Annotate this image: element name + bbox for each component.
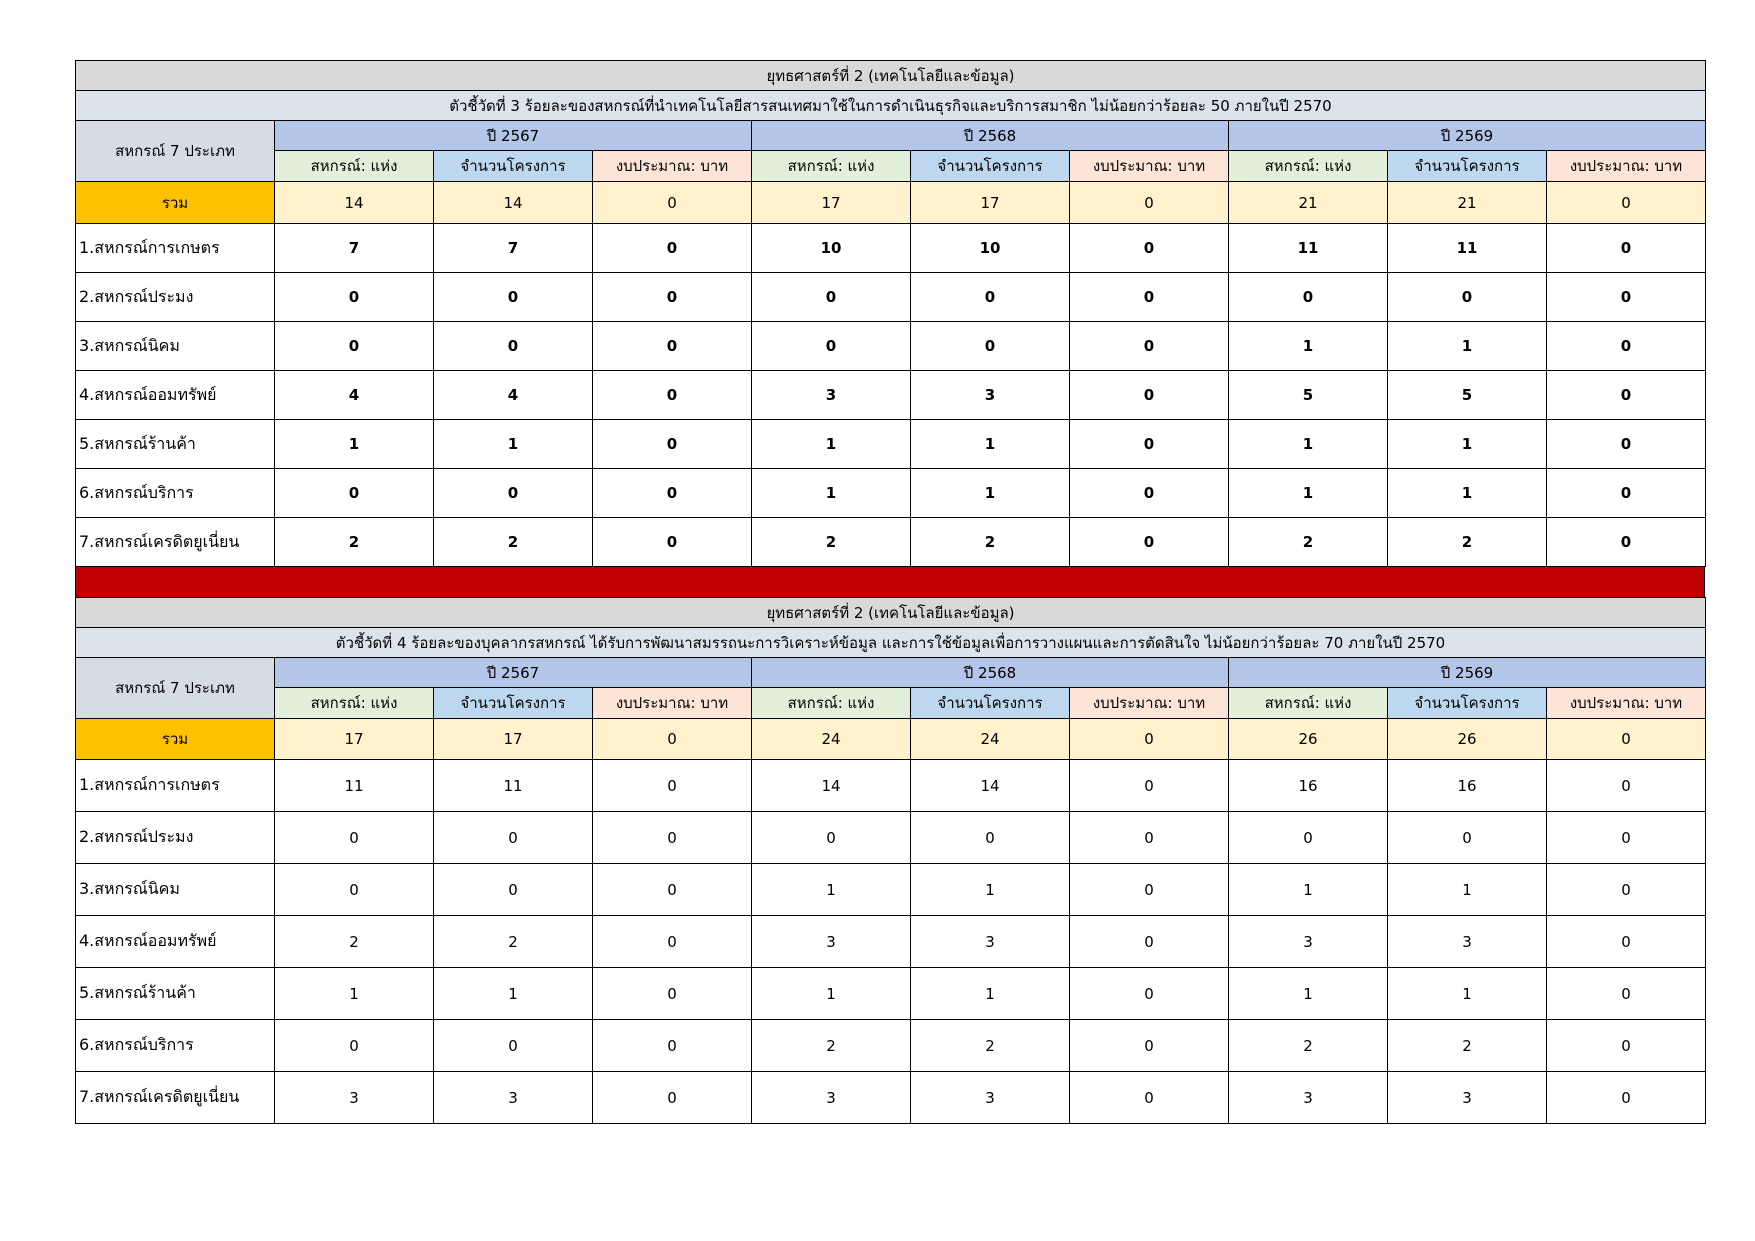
- data-cell: 0: [1547, 371, 1706, 420]
- data-cell: 3: [911, 371, 1070, 420]
- total-cell: 0: [1547, 182, 1706, 224]
- total-label: รวม: [76, 182, 275, 224]
- total-cell: 26: [1388, 719, 1547, 760]
- table-row: [76, 224, 1706, 273]
- data-cell: 1: [752, 864, 911, 916]
- data-cell: 0: [593, 469, 752, 518]
- data-cell: 0: [752, 812, 911, 864]
- data-cell: 2: [434, 518, 593, 567]
- data-cell: 0: [752, 322, 911, 371]
- data-cell: 0: [593, 518, 752, 567]
- coop-type-label: 7.สหกรณ์เครดิตยูเนี่ยน: [76, 1072, 275, 1124]
- data-cell: 0: [1229, 812, 1388, 864]
- data-cell: 1: [1229, 968, 1388, 1020]
- data-cell: 4: [275, 371, 434, 420]
- data-cell: 2: [752, 518, 911, 567]
- data-cell: 0: [434, 812, 593, 864]
- data-cell: 1: [1229, 322, 1388, 371]
- data-cell: 14: [752, 760, 911, 812]
- data-cell: 3: [1229, 916, 1388, 968]
- year-header: ปี 2569: [1229, 658, 1706, 688]
- total-cell: 14: [275, 182, 434, 224]
- data-cell: 3: [752, 1072, 911, 1124]
- data-cell: 11: [1229, 224, 1388, 273]
- total-cell: 24: [911, 719, 1070, 760]
- coop-count-header: สหกรณ์: แห่ง: [275, 688, 434, 719]
- data-cell: 0: [275, 812, 434, 864]
- coop-type-label: 3.สหกรณ์นิคม: [76, 322, 275, 371]
- data-cell: 1: [752, 968, 911, 1020]
- data-cell: 0: [1229, 273, 1388, 322]
- data-cell: 14: [911, 760, 1070, 812]
- data-cell: 0: [275, 273, 434, 322]
- data-cell: 2: [911, 518, 1070, 567]
- data-cell: 0: [1070, 812, 1229, 864]
- strategy-title: ยุทธศาสตร์ที่ 2 (เทคโนโลยีและข้อมูล): [76, 61, 1706, 91]
- data-cell: 1: [752, 469, 911, 518]
- total-cell: 21: [1229, 182, 1388, 224]
- data-cell: 1: [1388, 420, 1547, 469]
- data-cell: 0: [1547, 812, 1706, 864]
- data-cell: 1: [911, 469, 1070, 518]
- data-cell: 3: [911, 1072, 1070, 1124]
- table-row: [76, 273, 1706, 322]
- data-cell: 4: [434, 371, 593, 420]
- data-cell: 2: [911, 1020, 1070, 1072]
- data-cell: 11: [434, 760, 593, 812]
- data-cell: 1: [1388, 322, 1547, 371]
- coop-count-header: สหกรณ์: แห่ง: [752, 151, 911, 182]
- data-cell: 0: [593, 371, 752, 420]
- data-cell: 0: [1070, 273, 1229, 322]
- table-row: [76, 371, 1706, 420]
- data-cell: 3: [752, 916, 911, 968]
- year-header: ปี 2567: [275, 658, 752, 688]
- data-cell: 0: [275, 864, 434, 916]
- data-cell: 1: [911, 968, 1070, 1020]
- budget-header: งบประมาณ: บาท: [1070, 688, 1229, 719]
- data-cell: 0: [593, 420, 752, 469]
- data-cell: 11: [1388, 224, 1547, 273]
- data-cell: 0: [275, 469, 434, 518]
- coop-type-label: 2.สหกรณ์ประมง: [76, 812, 275, 864]
- data-cell: 3: [911, 916, 1070, 968]
- data-cell: 0: [1547, 224, 1706, 273]
- data-cell: 0: [1070, 518, 1229, 567]
- data-cell: 2: [1229, 518, 1388, 567]
- total-cell: 0: [1070, 182, 1229, 224]
- data-cell: 2: [1388, 1020, 1547, 1072]
- table-row: [76, 518, 1706, 567]
- total-cell: 24: [752, 719, 911, 760]
- data-cell: 1: [1229, 420, 1388, 469]
- budget-header: งบประมาณ: บาท: [593, 688, 752, 719]
- project-count-header: จำนวนโครงการ: [434, 688, 593, 719]
- data-cell: 10: [752, 224, 911, 273]
- data-cell: 1: [752, 420, 911, 469]
- project-count-header: จำนวนโครงการ: [911, 688, 1070, 719]
- coop-count-header: สหกรณ์: แห่ง: [275, 151, 434, 182]
- data-cell: 0: [1070, 1072, 1229, 1124]
- category-header: สหกรณ์ 7 ประเภท: [76, 658, 275, 719]
- budget-header: งบประมาณ: บาท: [593, 151, 752, 182]
- data-cell: 0: [434, 864, 593, 916]
- year-header: ปี 2567: [275, 121, 752, 151]
- project-count-header: จำนวนโครงการ: [911, 151, 1070, 182]
- data-cell: 1: [911, 420, 1070, 469]
- total-cell: 17: [434, 719, 593, 760]
- data-cell: 0: [593, 322, 752, 371]
- data-cell: 0: [1547, 273, 1706, 322]
- data-cell: 0: [593, 916, 752, 968]
- data-cell: 0: [275, 322, 434, 371]
- data-cell: 0: [1547, 968, 1706, 1020]
- coop-type-label: 5.สหกรณ์ร้านค้า: [76, 968, 275, 1020]
- coop-type-label: 1.สหกรณ์การเกษตร: [76, 760, 275, 812]
- data-cell: 0: [1547, 760, 1706, 812]
- table-row: [76, 916, 1706, 968]
- data-cell: 0: [593, 760, 752, 812]
- project-count-header: จำนวนโครงการ: [434, 151, 593, 182]
- data-cell: 0: [1070, 469, 1229, 518]
- data-cell: 2: [275, 518, 434, 567]
- budget-header: งบประมาณ: บาท: [1070, 151, 1229, 182]
- data-cell: 5: [1388, 371, 1547, 420]
- data-cell: 16: [1229, 760, 1388, 812]
- total-cell: 21: [1388, 182, 1547, 224]
- data-cell: 0: [1070, 322, 1229, 371]
- data-cell: 0: [911, 812, 1070, 864]
- coop-count-header: สหกรณ์: แห่ง: [752, 688, 911, 719]
- data-cell: 1: [1229, 469, 1388, 518]
- total-cell: 17: [752, 182, 911, 224]
- category-header: สหกรณ์ 7 ประเภท: [76, 121, 275, 182]
- total-cell: 0: [1547, 719, 1706, 760]
- strategy-title: ยุทธศาสตร์ที่ 2 (เทคโนโลยีและข้อมูล): [76, 598, 1706, 628]
- data-cell: 0: [593, 1072, 752, 1124]
- data-cell: 1: [275, 420, 434, 469]
- data-cell: 0: [434, 322, 593, 371]
- data-cell: 3: [1388, 916, 1547, 968]
- data-cell: 0: [911, 322, 1070, 371]
- project-count-header: จำนวนโครงการ: [1388, 151, 1547, 182]
- data-cell: 0: [1547, 518, 1706, 567]
- total-row: [76, 719, 1706, 760]
- table-row: [76, 1072, 1706, 1124]
- indicator-title: ตัวชี้วัดที่ 3 ร้อยละของสหกรณ์ที่นำเทคโนโลยีสารสนเทศมาใช้ในการดำเนินธุรกิจและบริการสมาชิก ไม่น้อยกว่าร้อยละ 50 ภายในปี 2570: [76, 91, 1706, 121]
- data-cell: 2: [434, 916, 593, 968]
- year-header: ปี 2569: [1229, 121, 1706, 151]
- table-row: [76, 1020, 1706, 1072]
- data-cell: 0: [1388, 273, 1547, 322]
- table-row: [76, 420, 1706, 469]
- data-cell: 0: [1388, 812, 1547, 864]
- total-cell: 17: [275, 719, 434, 760]
- budget-header: งบประมาณ: บาท: [1547, 688, 1706, 719]
- coop-type-label: 7.สหกรณ์เครดิตยูเนี่ยน: [76, 518, 275, 567]
- data-cell: 3: [1388, 1072, 1547, 1124]
- table-row: [76, 469, 1706, 518]
- data-cell: 0: [593, 968, 752, 1020]
- data-cell: 3: [275, 1072, 434, 1124]
- table-row: [76, 812, 1706, 864]
- data-cell: 0: [275, 1020, 434, 1072]
- data-cell: 1: [1388, 469, 1547, 518]
- coop-type-label: 3.สหกรณ์นิคม: [76, 864, 275, 916]
- data-cell: 0: [1547, 916, 1706, 968]
- data-cell: 0: [1547, 469, 1706, 518]
- data-cell: 0: [1547, 864, 1706, 916]
- data-cell: 16: [1388, 760, 1547, 812]
- indicator-3-table: [75, 60, 1706, 567]
- data-cell: 0: [593, 224, 752, 273]
- data-cell: 1: [911, 864, 1070, 916]
- data-cell: 1: [1388, 968, 1547, 1020]
- table-row: [76, 864, 1706, 916]
- data-cell: 0: [1547, 420, 1706, 469]
- coop-type-label: 5.สหกรณ์ร้านค้า: [76, 420, 275, 469]
- data-cell: 0: [1070, 916, 1229, 968]
- data-cell: 10: [911, 224, 1070, 273]
- data-cell: 0: [593, 812, 752, 864]
- data-cell: 2: [752, 1020, 911, 1072]
- year-header: ปี 2568: [752, 121, 1229, 151]
- project-count-header: จำนวนโครงการ: [1388, 688, 1547, 719]
- data-cell: 0: [1070, 1020, 1229, 1072]
- total-row: [76, 182, 1706, 224]
- data-cell: 0: [1070, 760, 1229, 812]
- total-cell: 0: [593, 182, 752, 224]
- total-cell: 26: [1229, 719, 1388, 760]
- data-cell: 0: [1070, 224, 1229, 273]
- data-cell: 7: [434, 224, 593, 273]
- coop-type-label: 6.สหกรณ์บริการ: [76, 469, 275, 518]
- year-header: ปี 2568: [752, 658, 1229, 688]
- data-cell: 0: [911, 273, 1070, 322]
- data-cell: 5: [1229, 371, 1388, 420]
- data-cell: 3: [752, 371, 911, 420]
- data-cell: 1: [1388, 864, 1547, 916]
- total-cell: 17: [911, 182, 1070, 224]
- data-cell: 0: [434, 469, 593, 518]
- total-cell: 14: [434, 182, 593, 224]
- coop-count-header: สหกรณ์: แห่ง: [1229, 151, 1388, 182]
- data-cell: 3: [1229, 1072, 1388, 1124]
- data-cell: 1: [1229, 864, 1388, 916]
- data-cell: 2: [275, 916, 434, 968]
- data-cell: 0: [593, 273, 752, 322]
- data-cell: 0: [593, 1020, 752, 1072]
- data-cell: 0: [1547, 1020, 1706, 1072]
- indicator-4-table: [75, 597, 1706, 1124]
- data-cell: 0: [1070, 420, 1229, 469]
- total-cell: 0: [593, 719, 752, 760]
- data-cell: 1: [434, 968, 593, 1020]
- data-cell: 1: [275, 968, 434, 1020]
- table-row: [76, 322, 1706, 371]
- coop-type-label: 1.สหกรณ์การเกษตร: [76, 224, 275, 273]
- table-row: [76, 968, 1706, 1020]
- data-cell: 0: [752, 273, 911, 322]
- data-cell: 3: [434, 1072, 593, 1124]
- separator-band: [75, 567, 1705, 597]
- coop-type-label: 6.สหกรณ์บริการ: [76, 1020, 275, 1072]
- total-label: รวม: [76, 719, 275, 760]
- data-cell: 0: [1547, 322, 1706, 371]
- data-cell: 2: [1388, 518, 1547, 567]
- data-cell: 2: [1229, 1020, 1388, 1072]
- data-cell: 11: [275, 760, 434, 812]
- table-row: [76, 760, 1706, 812]
- budget-header: งบประมาณ: บาท: [1547, 151, 1706, 182]
- coop-count-header: สหกรณ์: แห่ง: [1229, 688, 1388, 719]
- data-cell: 0: [1070, 968, 1229, 1020]
- coop-type-label: 4.สหกรณ์ออมทรัพย์: [76, 371, 275, 420]
- spreadsheet-sheet: [75, 60, 1705, 1124]
- data-cell: 0: [1547, 1072, 1706, 1124]
- data-cell: 0: [434, 273, 593, 322]
- data-cell: 0: [1070, 864, 1229, 916]
- coop-type-label: 2.สหกรณ์ประมง: [76, 273, 275, 322]
- data-cell: 0: [1070, 371, 1229, 420]
- data-cell: 0: [593, 864, 752, 916]
- indicator-title: ตัวชี้วัดที่ 4 ร้อยละของบุคลากรสหกรณ์ ได้รับการพัฒนาสมรรถนะการวิเคราะห์ข้อมูล และการใช้ข้อมูลเพื่อการวางแผนและการตัดสินใจ ไม่น้อยกว่าร้อยละ 70 ภายในปี 2570: [76, 628, 1706, 658]
- data-cell: 0: [434, 1020, 593, 1072]
- data-cell: 7: [275, 224, 434, 273]
- total-cell: 0: [1070, 719, 1229, 760]
- coop-type-label: 4.สหกรณ์ออมทรัพย์: [76, 916, 275, 968]
- data-cell: 1: [434, 420, 593, 469]
